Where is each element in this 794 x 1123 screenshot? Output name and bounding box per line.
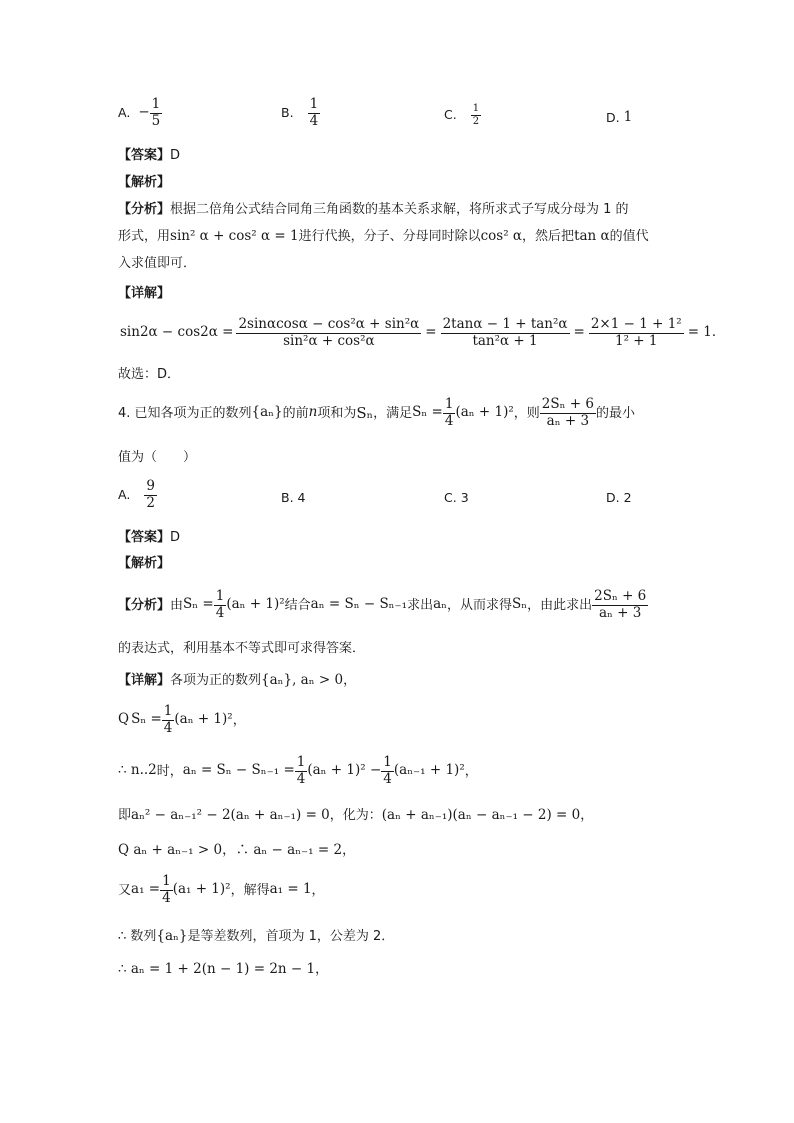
q4-detail-line7: ∴ aₙ = 1 + 2(n − 1) = 2n − 1， (118, 961, 329, 977)
q4-option-d: D. 2 (606, 490, 632, 505)
fraction: $\frac{\text{2Sₙ + 6}}{\text{aₙ + 3}}$ (594, 588, 647, 621)
q4-stem-line1: 4. 已知各项为正的数列 {aₙ} 的前 n 项和为 Sₙ ，满足 Sₙ = $\frac{1}{4}$ (aₙ + 1)² ，则 $\frac{\text{2Sₙ + 6}}{\text{aₙ + 3}}$ 的最小 (118, 396, 635, 429)
fraction: $\frac{1}{4}$ (296, 754, 306, 787)
q3-detail-equation: sin2α − cos2α = $\frac{\text{2sinαcosα − cos²α + sin²α}}{\text{sin²α + cos²α}}$ = $\frac{\text{2tanα − 1 + tan²α}}{\text{tan²α + 1}}$ = $\frac{\text{2×1 − 1 + 1²}}{\text{1² + 1}}$ = 1． (120, 316, 726, 349)
fraction: $\frac{\text{2Sₙ + 6}}{\text{aₙ + 3}}$ (541, 396, 594, 429)
q4-option-c: C. 3 (444, 490, 469, 505)
fraction: $\frac{\text{2×1 − 1 + 1²}}{\text{1² + 1}}$ (590, 316, 682, 349)
q4-option-b: B. 4 (281, 490, 306, 505)
q3-option-a: A. − $\frac{1}{5}$ (118, 96, 161, 129)
fraction: $\frac{\text{2sinαcosα − cos²α + sin²α}}{\text{sin²α + cos²α}}$ (238, 316, 420, 349)
q4-detail-line5: 又 a₁ = $\frac{1}{4}$ (a₁ + 1)² ，解得 a₁ = 1 ， (118, 873, 325, 906)
q3-detail-label: 【详解】 (118, 286, 171, 301)
q4-detail-line1: Q Sₙ = $\frac{1}{4}$ (aₙ + 1)² ， (118, 703, 246, 736)
q4-detail-line3: 即aₙ² − aₙ₋₁² − 2(aₙ + aₙ₋₁) = 0，化为：(aₙ + aₙ₋₁)(aₙ − aₙ₋₁ − 2) = 0， (118, 807, 594, 823)
fraction: $\frac{1}{2}$ (472, 103, 480, 127)
q4-analysis-label: 【解析】 (118, 556, 171, 571)
q3-analysis-label: 【解析】 (118, 175, 171, 190)
q4-fenxi-line2: 的表达式，利用基本不等式即可求得答案． (118, 641, 366, 656)
fraction: $\frac{9}{2}$ (146, 478, 155, 511)
q3-option-d: D. 1 (606, 109, 633, 125)
q4-detail-line4: Q aₙ + aₙ₋₁ > 0，∴ aₙ − aₙ₋₁ = 2， (118, 842, 356, 858)
q3-option-b: B. $\frac{1}{4}$ (281, 96, 319, 129)
fraction: $\frac{\text{2tanα − 1 + tan²α}}{\text{tan²α + 1}}$ (442, 316, 568, 349)
fraction: $\frac{1}{5}$ (151, 96, 161, 129)
q3-conclusion: 故选：D． (118, 367, 181, 382)
fraction: $\frac{1}{4}$ (444, 396, 454, 429)
fraction: $\frac{1}{4}$ (162, 873, 171, 906)
q4-option-a: A. $\frac{9}{2}$ (118, 478, 155, 511)
q3-fenxi-line1: 【分析】根据二倍角公式结合同角三角函数的基本关系求解，将所求式子写成分母为 1 的 (118, 202, 629, 217)
q4-detail-line0: 【详解】各项为正的数列{aₙ}, aₙ > 0， (118, 672, 357, 688)
q4-detail-line2: ∴ n..2 时， aₙ = Sₙ − Sₙ₋₁ = $\frac{1}{4}$ (aₙ + 1)² − $\frac{1}{4}$ (aₙ₋₁ + 1)² ， (118, 754, 478, 787)
q4-stem-line2: 值为（ ） (118, 450, 197, 465)
q3-option-c: C. $\frac{1}{2}$ (444, 103, 480, 127)
q4-answer: 【答案】D (118, 530, 181, 545)
fraction: $\frac{1}{4}$ (163, 703, 173, 736)
fraction: $\frac{1}{4}$ (309, 96, 319, 129)
q3-fenxi-line2: 形式，用sin² α + cos² α = 1进行代换，分子、分母同时除以cos² α，然后把tan α的值代 (118, 228, 649, 244)
q4-detail-line6: ∴ 数列{aₙ}是等差数列，首项为 1，公差为 2． (118, 928, 395, 944)
q4-fenxi-line1: 【分析】 由 Sₙ = $\frac{1}{4}$ (aₙ + 1)² 结合 aₙ = Sₙ − Sₙ₋₁ 求出 aₙ ，从而求得 Sₙ ，由此求出 $\frac{\text{2Sₙ + 6}}{\text{aₙ + 3}}$ (118, 588, 647, 621)
q3-fenxi-line3: 入求值即可． (118, 256, 197, 271)
fraction: $\frac{1}{4}$ (383, 754, 392, 787)
q3-answer: 【答案】D (118, 148, 181, 163)
fraction: $\frac{1}{4}$ (215, 588, 225, 621)
